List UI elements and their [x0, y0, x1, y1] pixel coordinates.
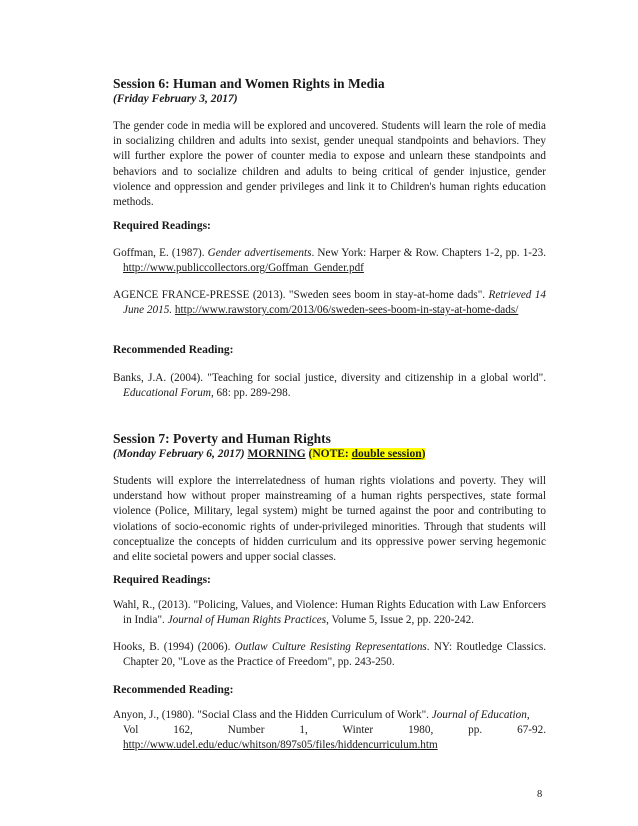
session-7-reading-wahl: Wahl, R., (2013). "Policing, Values, and Violence: Human Rights Education with Law Enforcers in India". Journal of Human Rights Practices, Volume 5, Issue 2, pp. 220-242.: [113, 599, 546, 627]
session-7-required-heading: Required Readings:: [113, 574, 211, 586]
session-6-reading-goffman: Goffman, E. (1987). Gender advertisements. New York: Harper & Row. Chapters 1-2, pp. 1-23. http://www.publiccollectors.org/Goffman_Gender.pdf: [113, 247, 546, 275]
session-7-recommended-heading: Recommended Reading:: [113, 684, 234, 696]
session-7-reading-anyon: Anyon, J., (1980). "Social Class and the Hidden Curriculum of Work". Journal of Education, Vol 162, Number 1, Winter 1980, pp. 67-92. http://www.udel.edu/educ/whitson/897s05/files/hiddencurriculum.htm: [113, 709, 546, 752]
page-number: 8: [537, 789, 543, 800]
session-7-title: Session 7: Poverty and Human Rights: [113, 431, 331, 446]
session-6-reading-banks: Banks, J.A. (2004). "Teaching for social justice, diversity and citizenship in a global world". Educational Forum, 68: pp. 289-298.: [113, 372, 546, 400]
session-6-description: The gender code in media will be explored and uncovered. Students will learn the role of media in socializing children and adults into sexist, gender unequal standpoints and behaviors. They will further explore the power of counter media to expose and unlearn these standpoints and behaviors and to socialize children and adults to being critical of gender injustice, gender violence and oppression and gender privileges and link it to Children's human rights education methods.: [113, 120, 546, 209]
session-6-reading-afp: AGENCE FRANCE-PRESSE (2013). "Sweden sees boom in stay-at-home dads". Retrieved 14 June 2015. http://www.rawstory.com/2013/06/sweden-sees-boom-in-stay-at-home-dads/: [113, 289, 546, 317]
session-7-date: (Monday February 6, 2017): [113, 448, 245, 460]
session-7-reading-hooks: Hooks, B. (1994) (2006). Outlaw Culture Resisting Representations. NY: Routledge Classics. Chapter 20, "Love as the Practice of Freedom", pp. 243-250.: [113, 641, 546, 669]
session-7-description: Students will explore the interrelatedness of human rights violations and poverty. They will understand how without proper mainstreaming of a human rights perspectives, state formal violence (Police, Military, legal system) might be turned against the poor and contributing to violations of socio-economic rights of under-privileged minorities. Through that students will conceptualize the concepts of hidden curriculum and its oppressive power serving hegemonic and elite societal powers and upper social classes.: [113, 475, 546, 564]
anyon-citation-details: Vol 162, Number 1, Winter 1980, pp. 67-92.: [123, 724, 546, 737]
session-7-date-line: [113, 447, 546, 462]
session-6-date: (Friday February 3, 2017): [113, 93, 238, 105]
session-7-header: [113, 431, 546, 462]
rawstory-link[interactable]: http://www.rawstory.com/2013/06/sweden-sees-boom-in-stay-at-home-dads/: [174, 304, 519, 317]
goffman-link[interactable]: http://www.publiccollectors.org/Goffman_Gender.pdf: [123, 262, 364, 275]
session-7-morning: MORNING: [247, 448, 306, 460]
session-6-title: Session 6: Human and Women Rights in Media: [113, 76, 385, 91]
anyon-link[interactable]: http://www.udel.edu/educ/whitson/897s05/files/hiddencurriculum.htm: [123, 739, 438, 752]
session-7-note: (NOTE: double session): [308, 448, 426, 460]
session-6-header: [113, 76, 546, 107]
session-6-recommended-heading: Recommended Reading:: [113, 344, 234, 356]
session-6-required-heading: Required Readings:: [113, 220, 211, 232]
